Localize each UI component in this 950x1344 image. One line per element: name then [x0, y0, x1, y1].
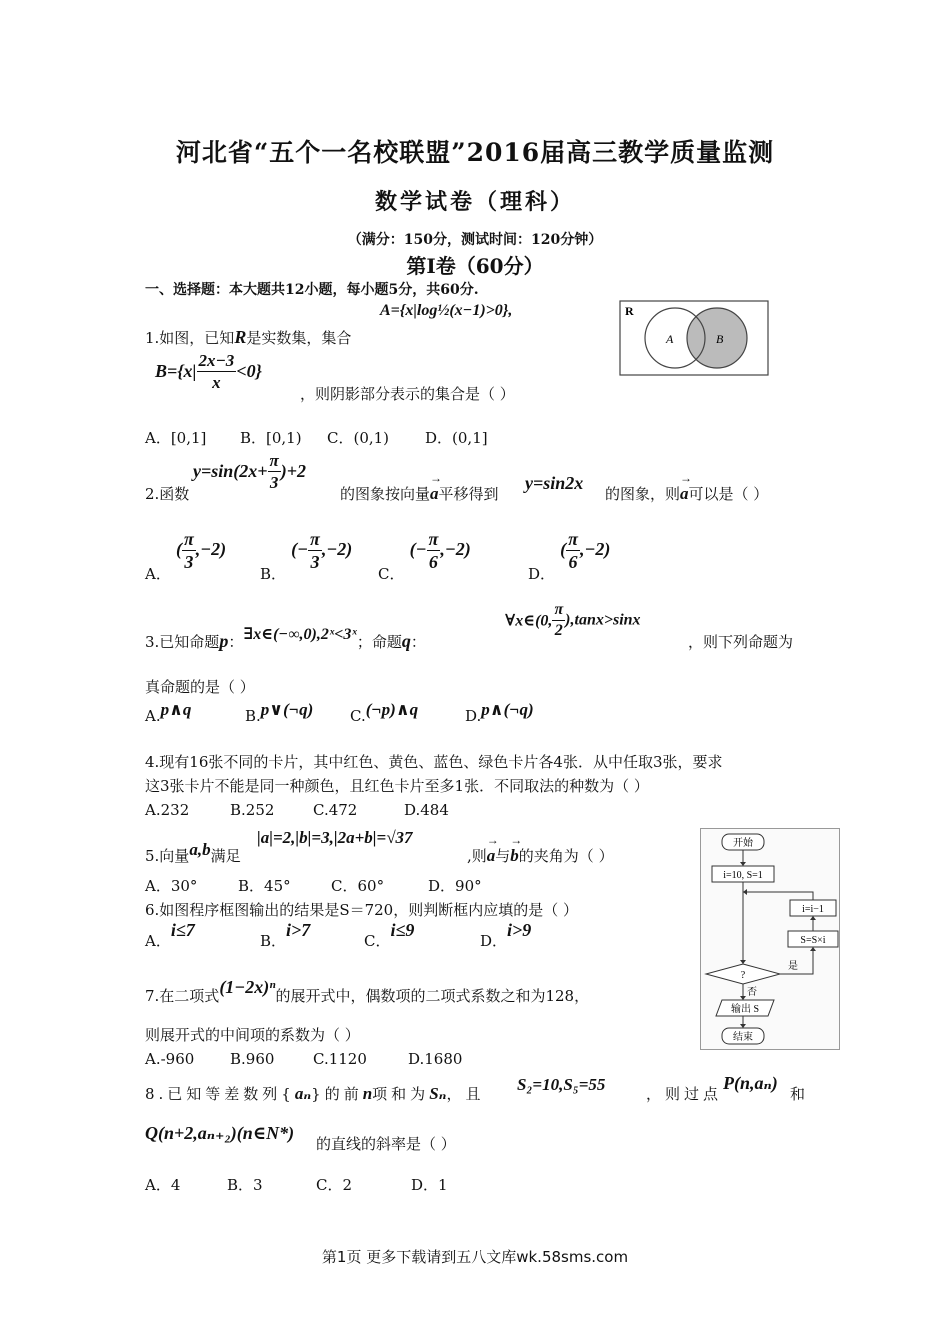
- q3-text-b: ，则下列命题为: [688, 633, 794, 651]
- q2-opt-b-label: B．: [260, 564, 287, 583]
- venn-label-a: A: [666, 332, 674, 346]
- part-heading: 第Ⅰ卷（60分）: [406, 254, 544, 278]
- q3-p-expr: ∃x∈(−∞,0),2ˣ<3ˣ: [243, 626, 357, 643]
- flow-output-label: 输出 S: [730, 1004, 760, 1015]
- q5-option-d: D．90°: [428, 877, 482, 895]
- q3-option-a: A.p∧q: [145, 700, 192, 725]
- q7-expr: (1−2x)ⁿ: [219, 977, 276, 997]
- q7-option-b: B.960: [230, 1050, 275, 1068]
- q2-option-a: [145, 529, 227, 583]
- flow-start-label: 开始: [733, 838, 753, 849]
- q3-colon: ：: [228, 633, 244, 651]
- flow-end-label: 结束: [733, 1032, 753, 1043]
- q7-text-b: 的展开式中，偶数项的二项式系数之和为128，: [275, 987, 590, 1005]
- q5-text-d: 与: [495, 847, 511, 865]
- q1-option-a: A．[0,1]: [145, 429, 207, 447]
- flow-decrement-label: i=i−1: [802, 904, 824, 915]
- q8-text-b: }的前: [311, 1085, 363, 1103]
- q1-setb-frac: [197, 352, 237, 391]
- flow-init-label: i=10, S=1: [723, 870, 763, 881]
- q1-option-d: D．(0,1]: [425, 429, 488, 447]
- q1-option-c: C．(0,1): [327, 429, 390, 447]
- q2-text-e: 可以是（ ）: [688, 485, 769, 503]
- q3-line: [145, 626, 426, 652]
- q2-fn-pi: π: [269, 451, 279, 470]
- q6-option-c: C．i≤9: [364, 920, 415, 950]
- q2-fn-lhs: y=sin(2x+: [193, 461, 268, 481]
- q8-text-c: 项和为: [372, 1085, 430, 1103]
- q8-text-g: 的直线的斜率是（ ）: [316, 1135, 456, 1153]
- section-heading: 一、选择题：本大题共12小题，每小题5分，共60分.: [145, 282, 479, 298]
- q2-text-b: 的图象按向量: [340, 485, 431, 503]
- q4-option-d: D.484: [404, 801, 449, 819]
- q1-setb-rhs: <0}: [236, 361, 262, 381]
- q7-line: [145, 977, 590, 1006]
- q6-option-b: B．i>7: [260, 920, 311, 950]
- page-title: 河北省“五个一名校联盟”2016届高三教学质量监测: [175, 138, 775, 167]
- flow-multiply-label: S=S×i: [800, 935, 826, 946]
- q3-q-expr: ∀x∈(0, $\frac{\pi}{2}$ ),tanx>sinx: [505, 601, 641, 639]
- q8-option-d: D．1: [411, 1176, 448, 1194]
- q8-option-a: A．4: [145, 1176, 181, 1194]
- q3-option-b: B.p∨(¬q): [245, 700, 314, 725]
- q2-opt-a-label: A．: [145, 564, 171, 583]
- q6-option-d: D．i>9: [480, 920, 532, 950]
- venn-label-r: R: [625, 304, 634, 318]
- q2-text-c: 平移得到: [438, 485, 499, 503]
- q6-text: 6.如图程序框图输出的结果是S＝720，则判断框内应填的是（ ）: [145, 901, 578, 919]
- q8-condition: S₂=10,S₅=55: [517, 1075, 606, 1094]
- q5-line: [145, 840, 241, 866]
- q2-function-2: y=sin2x: [525, 473, 584, 493]
- q8-text-a: 8.已知等差数列{: [145, 1085, 295, 1103]
- venn-diagram: [619, 300, 769, 376]
- q8-point-q: Q(n+2,aₙ₊₂)(n∈N*): [145, 1123, 295, 1143]
- flow-no-label: 否: [747, 987, 757, 998]
- q7-text-c: 则展开式的中间项的系数为（ ）: [145, 1026, 360, 1044]
- q8-n: n: [362, 1084, 373, 1103]
- q1-text-b: 是实数集，集合: [246, 329, 352, 347]
- q8-option-c: C．2: [316, 1176, 353, 1194]
- q1-question: ，则阴影部分表示的集合是（ ）: [300, 385, 515, 403]
- q5-vector-b: → b: [510, 846, 519, 866]
- q8-text-e: ，则过点: [646, 1085, 723, 1103]
- q3-text-c: 真命题的是（ ）: [145, 678, 255, 696]
- q5-text-a: 5.向量: [145, 847, 190, 865]
- q1-option-b: B．[0,1): [240, 429, 302, 447]
- q5-option-c: C．60°: [331, 877, 385, 895]
- q4-line-2: 这3张卡片不能是同一种颜色，且红色卡片至多1张．不同取法的种数为（ ）: [145, 777, 649, 795]
- q3-option-c: C.(¬p)∧q: [350, 700, 419, 725]
- q3-sep: ；命题: [356, 633, 402, 651]
- q5-line-2: [467, 845, 614, 866]
- q4-option-a: A.232: [145, 801, 190, 819]
- q2-option-c: [378, 529, 471, 583]
- flow-decision-label: ?: [740, 970, 746, 981]
- q5-text-e: 的夹角为（ ）: [518, 847, 614, 865]
- page-footer: 第1页 更多下载请到五八文库wk.58sms.com: [321, 1248, 629, 1266]
- q2-fn-three: 3: [269, 473, 279, 492]
- q1-set-a: A={x|log½(x−1)>0},: [380, 302, 513, 319]
- page-subtitle: 数学试卷（理科）: [374, 189, 575, 215]
- q2-opt-a-expr: ( $\frac{\pi}{3}$ ,−2): [175, 529, 227, 572]
- q4-line-1: 4.现有16张不同的卡片，其中红色、黄色、蓝色、绿色卡片各4张．从中任取3张，要求: [145, 753, 723, 771]
- q8-text-f: 和: [790, 1085, 806, 1103]
- q2-text: [340, 483, 499, 504]
- q2-opt-c-expr: (− $\frac{\pi}{6}$ ,−2): [409, 529, 471, 572]
- q2-opt-d-label: D．: [528, 564, 556, 583]
- q1-setb-lhs: B={x|: [155, 361, 197, 381]
- q2-opt-b-expr: (− $\frac{\pi}{3}$ ,−2): [291, 529, 353, 572]
- flow-yes-label: 是: [788, 961, 798, 972]
- q5-vector-a: → a: [487, 846, 496, 866]
- q8-an: aₙ: [294, 1084, 312, 1103]
- q2-function: [193, 452, 306, 491]
- q5-vecs: a,b: [189, 840, 211, 859]
- q8-point-p: P(n,aₙ): [723, 1073, 778, 1093]
- q2-opt-c-label: C．: [378, 564, 405, 583]
- q8-line-1: [145, 1083, 484, 1104]
- q1-text: [145, 327, 351, 348]
- q2-label: 2.函数: [145, 485, 190, 503]
- q1-set-b: [155, 352, 262, 391]
- q2-opt-d-expr: ( $\frac{\pi}{6}$ ,−2): [560, 529, 611, 572]
- q3-q: q: [401, 631, 411, 651]
- q2-vector-a: → a: [430, 484, 439, 504]
- q2-option-b: [260, 529, 353, 583]
- q7-option-c: C.1120: [313, 1050, 367, 1068]
- q6-option-a: A．i≤7: [145, 920, 195, 950]
- q3-p: p: [219, 631, 229, 651]
- q5-option-b: B．45°: [238, 877, 291, 895]
- q2-text-2: [605, 483, 768, 504]
- q8-option-b: B．3: [227, 1176, 263, 1194]
- q5-text-b: 满足: [210, 847, 241, 865]
- q2-option-d: [528, 529, 611, 583]
- q1-text-a: 1.如图，已知: [145, 329, 235, 347]
- q5-text-c: ,则: [467, 847, 487, 865]
- q2-vector-a-2: → a: [680, 484, 689, 504]
- q4-option-b: B.252: [230, 801, 275, 819]
- q7-text-a: 7.在二项式: [145, 987, 220, 1005]
- q2-fn-frac: [268, 452, 281, 491]
- q2-fn-rhs: )+2: [280, 461, 307, 481]
- flowchart: [700, 828, 840, 1050]
- q3-text-a: 3.已知命题: [145, 633, 220, 651]
- q7-option-a: A.-960: [145, 1050, 195, 1068]
- q4-option-c: C.472: [313, 801, 358, 819]
- q1-sym-r: R: [234, 327, 247, 347]
- q3-colon-2: ：: [410, 633, 426, 651]
- q8-text-d: ，且: [446, 1085, 485, 1103]
- venn-label-b: B: [716, 332, 724, 346]
- q7-option-d: D.1680: [408, 1050, 463, 1068]
- q5-option-a: A．30°: [145, 877, 198, 895]
- q5-condition: |a|=2,|b|=3,|2a+b|=√37: [257, 828, 413, 847]
- exam-info: （满分：150分，测试时间：120分钟）: [347, 232, 603, 248]
- q1-setb-den: x: [212, 373, 221, 392]
- q1-setb-num: 2x−3: [198, 351, 235, 370]
- q2-text-d: 的图象，则: [605, 485, 681, 503]
- q8-sn: Sₙ: [429, 1084, 447, 1103]
- q3-option-d: D.p∧(¬q): [465, 700, 534, 725]
